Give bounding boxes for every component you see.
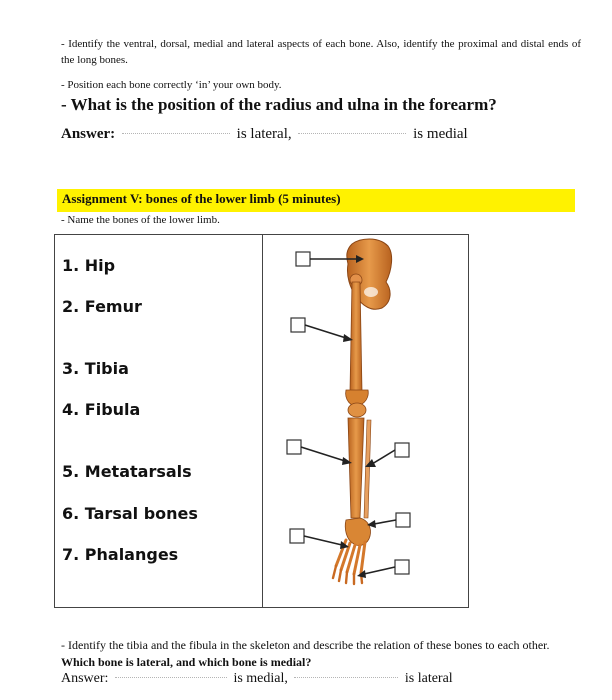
obturator-foramen	[364, 287, 378, 297]
label-box-tarsal	[396, 513, 410, 527]
arrow-phalanges	[364, 567, 395, 574]
arrow-tarsal	[374, 520, 396, 524]
question2-bold-text: Which bone is lateral, and which bone is medial?	[61, 655, 312, 669]
answer2-label: Answer:	[61, 671, 109, 686]
answer-blank-2[interactable]	[298, 133, 406, 134]
answer-medial-text: is medial	[413, 126, 468, 142]
answer2-blank-1[interactable]	[115, 677, 227, 678]
answer2-lateral-text: is lateral	[404, 671, 453, 686]
label-box-hip	[296, 252, 310, 266]
instruction-identify-aspects: - Identify the ventral, dorsal, medial and lateral aspects of each bone. Also, identify the proximal and distal ends of the long bones.	[61, 38, 581, 66]
label-box-fibula	[395, 443, 409, 457]
arrow-tibia	[301, 447, 345, 461]
question-tibia-fibula	[61, 637, 581, 671]
answer-row-2	[61, 671, 453, 687]
answer2-blank-2[interactable]	[294, 677, 398, 678]
assignment-title: Assignment V: bones of the lower limb (5 minutes)	[62, 191, 341, 206]
bone-label-fibula: 4. Fibula	[62, 400, 141, 419]
answer-lateral-text: is lateral,	[236, 126, 292, 142]
arrow-metatarsals	[304, 536, 342, 545]
bone-label-hip: 1. Hip	[62, 256, 116, 275]
question-radius-ulna: - What is the position of the radius and ulna in the forearm?	[61, 95, 497, 114]
table-divider	[262, 234, 263, 608]
answer-label: Answer:	[61, 126, 116, 142]
question2-text: - Identify the tibia and the fibula in the skeleton and describe the relation of these bones to each other.	[61, 638, 550, 652]
bone-label-tarsal: 6. Tarsal bones	[62, 504, 198, 523]
label-box-tibia	[287, 440, 301, 454]
answer-row-1	[61, 126, 468, 143]
bone-label-tibia: 3. Tibia	[62, 359, 129, 378]
answer2-medial-text: is medial,	[233, 671, 288, 686]
label-box-phalanges	[395, 560, 409, 574]
instruction-position-bones: - Position each bone correctly ‘in’ your own body.	[61, 79, 282, 91]
patella	[348, 403, 366, 417]
bone-label-phalanges: 7. Phalanges	[62, 545, 179, 564]
arrow-femur	[305, 325, 346, 338]
assignment-instruction: - Name the bones of the lower limb.	[61, 214, 220, 226]
tarsal-bones	[345, 518, 370, 546]
label-box-metatarsals	[290, 529, 304, 543]
bone-label-femur: 2. Femur	[62, 297, 142, 316]
femur-shaft	[350, 282, 362, 392]
fibula-shaft	[364, 420, 371, 518]
bone-label-metatarsals: 5. Metatarsals	[62, 462, 192, 481]
answer-blank-1[interactable]	[122, 133, 230, 134]
label-box-femur	[291, 318, 305, 332]
arrow-fibula	[372, 450, 395, 464]
lower-limb-skeleton-illustration	[270, 236, 466, 606]
tibia-shaft	[348, 418, 364, 518]
